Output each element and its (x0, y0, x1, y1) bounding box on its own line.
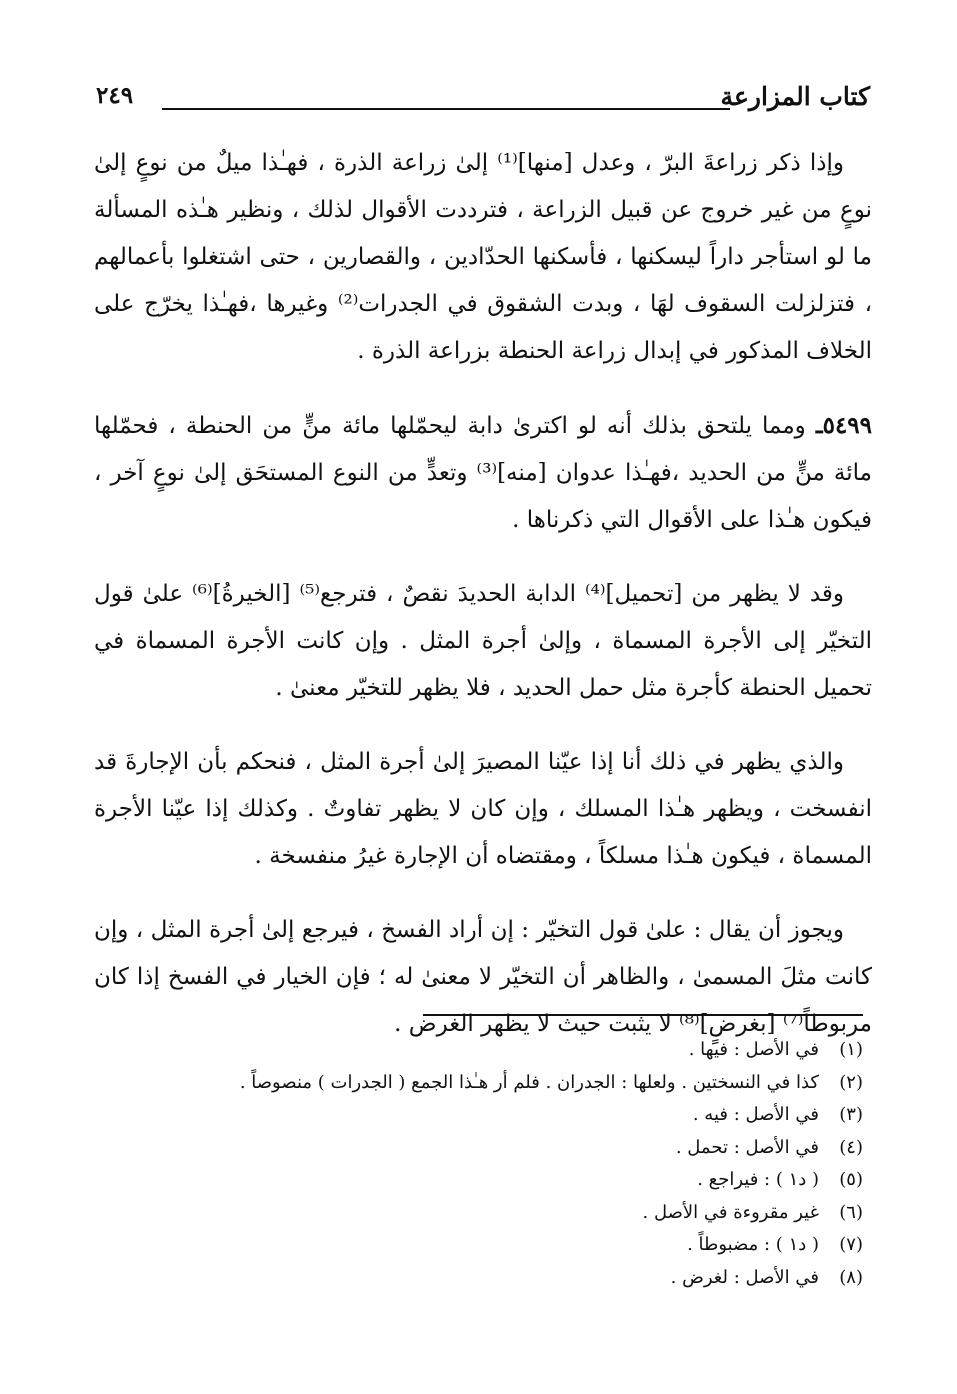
footnote-number: (٧) (839, 1234, 863, 1255)
footnote-text: ( د١ ) : مضبوطاً . (687, 1234, 819, 1255)
main-text (94, 140, 872, 1075)
footnote (103, 1099, 863, 1132)
paragraph-1: وإذا ذكر زراعةَ البرّ ، وعدل [منها]⁽¹⁾ إلىٰ زراعة الذرة ، فهـٰذا ميلٌ من نوعٍ إلىٰ نوعٍ من غير خروج عن قبيل الزراعة ، فترددت الأقوال لذلك ، ونظير هـٰذه المسألة ما لو استأجر داراً ليسكنها ، فأسكنها الحدّادين ، والقصارين ، حتى اشتغلوا بأعمالهم ، فتزلزلت السقوف لهَا ، وبدت الشقوق في الجدرات⁽²⁾ وغيرها ،فهـٰذا يخرّج على الخلاف المذكور في إبدال زراعة الحنطة بزراعة الذرة . (94, 150, 872, 364)
chapter-title: كتاب المزارعة (720, 82, 870, 111)
footnote (103, 1229, 863, 1262)
footnote-text: غير مقروءة في الأصل . (642, 1201, 819, 1223)
page-number: ٢٤٩ (96, 82, 134, 109)
footnote (103, 1034, 863, 1067)
footnote-text: في الأصل : فيها . (688, 1039, 819, 1060)
footnote (103, 1132, 863, 1165)
footnote-number: (١) (839, 1039, 863, 1060)
footnotes (103, 1034, 863, 1294)
footnote (103, 1262, 863, 1295)
running-header (96, 82, 870, 122)
paragraph-2 (94, 402, 872, 544)
section-number: ٥٤٩٩ـ (815, 412, 873, 439)
footnote-text: كذا في النسختين . ولعلها : الجدران . فلم أر هـٰذا الجمع ( الجدرات ) منصوصاً . (239, 1071, 819, 1093)
footnote (103, 1197, 863, 1230)
footnote-number: (٢) (839, 1071, 863, 1093)
footnote-number: (٣) (839, 1104, 863, 1125)
footnote-text: في الأصل : تحمل . (675, 1136, 819, 1158)
footnote-number: (٥) (839, 1169, 863, 1190)
footnote-text: ( د١ ) : فيراجع . (697, 1169, 819, 1190)
footnote-text: في الأصل : فيه . (692, 1104, 819, 1125)
footnote-number: (٤) (839, 1136, 863, 1158)
footnote (103, 1067, 863, 1100)
footnote (103, 1164, 863, 1197)
footnote-rule (423, 1014, 863, 1016)
footnote-number: (٦) (839, 1201, 863, 1223)
paragraph-2-text: ومما يلتحق بذلك أنه لو اكترىٰ دابة ليحمّلها مائة منٍّ من الحنطة ، فحمّلها مائة منٍّ من الحديد ،فهـٰذا عدوان [منه]⁽³⁾ وتعدٍّ من النوع المستحَق إلىٰ نوعٍ آخر ، فيكون هـٰذا على الأقوال التي ذكرناها . (94, 413, 872, 533)
paragraph-5: ويجوز أن يقال : علىٰ قول التخيّر : إن أراد الفسخ ، فيرجع إلىٰ أجرة المثل ، وإن كانت مثلَ المسمىٰ ، والظاهر أن التخيّر لا معنىٰ له ؛ فإن الخيار في الفسخ إذا كان مربوطاً⁽⁷⁾ [بغرضٍ]⁽⁸⁾ لا يثبت حيث لا يظهر الغرض . (94, 917, 872, 1037)
footnote-text: في الأصل : لغرض . (670, 1266, 819, 1288)
footnote-number: (٨) (839, 1266, 863, 1288)
paragraph-4: والذي يظهر في ذلك أنا إذا عيّنا المصيرَ إلىٰ أجرة المثل ، فنحكم بأن الإجارةَ قد انفسخت ، ويظهر هـٰذا المسلك ، وإن كان لا يظهر تفاوتٌ . وكذلك إذا عيّنا الأجرة المسماة ، فيكون هـٰذا مسلكاً ، ومقتضاه أن الإجارة غيرُ منفسخة . (94, 749, 872, 869)
header-rule (162, 108, 730, 110)
paragraph-3: وقد لا يظهر من [تحميل]⁽⁴⁾ الدابة الحديدَ نقصٌ ، فترجع⁽⁵⁾ [الخيرةُ]⁽⁶⁾ علىٰ قول التخيّر إلى الأجرة المسماة ، وإلىٰ أجرة المثل . وإن كانت الأجرة المسماة في تحميل الحنطة كأجرة مثل حمل الحديد ، فلا يظهر للتخيّر معنىٰ . (94, 581, 872, 701)
